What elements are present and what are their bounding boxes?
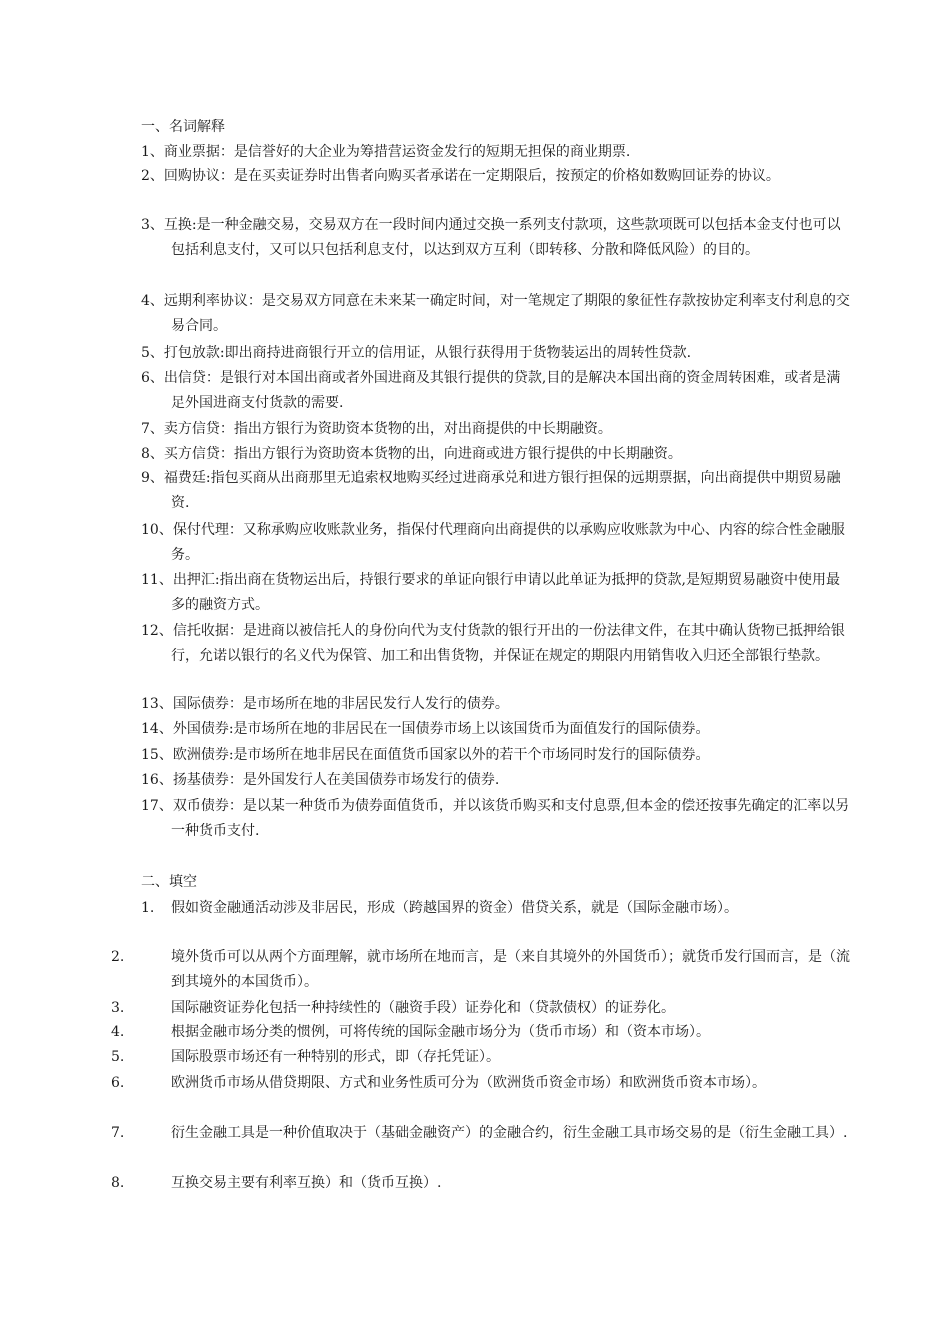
glossary-item-13	[141, 692, 851, 717]
glossary-item-8	[141, 442, 851, 467]
section-heading-fill-in: 二、填空	[141, 874, 197, 890]
item-number: 11、	[141, 572, 173, 588]
section-heading-glossary: 一、名词解释	[141, 119, 225, 135]
item-text: 回购协议：是在买卖证券时出售者向购买者承诺在一定期限后，按预定的价格如数购回证券的协议。	[163, 168, 780, 184]
item-number: 10、	[141, 522, 173, 538]
item-number: 3、	[141, 217, 164, 233]
item-text: 互换交易主要有利率互换）和（货币互换）.	[171, 1175, 442, 1191]
item-number: 7.	[111, 1125, 125, 1141]
item-number: 1、	[141, 144, 164, 160]
item-number: 12、	[141, 623, 173, 639]
item-number: 5.	[111, 1049, 125, 1065]
item-text: 欧洲货币市场从借贷期限、方式和业务性质可分为（欧洲货币资金市场）和欧洲货币资本市场）。	[171, 1075, 766, 1091]
item-text: 扬基债券：是外国发行人在美国债券市场发行的债券.	[172, 772, 500, 788]
item-number: 4.	[111, 1024, 125, 1040]
glossary-item-1	[141, 140, 851, 165]
item-text: 根据金融市场分类的惯例，可将传统的国际金融市场分为（货币市场）和（资本市场）。	[171, 1024, 710, 1040]
glossary-item-7	[141, 417, 851, 442]
glossary-item-15	[141, 743, 851, 768]
glossary-item-12	[141, 619, 851, 668]
item-text: 国际债券：是市场所在地的非居民发行人发行的债券。	[172, 696, 509, 712]
glossary-item-10	[141, 518, 851, 567]
glossary-item-5	[141, 341, 851, 366]
item-number: 9、	[141, 470, 164, 486]
item-number: 8、	[141, 446, 164, 462]
glossary-item-4	[141, 289, 851, 338]
item-text: 卖方信贷：指出方银行为资助资本货物的出，对出商提供的中长期融资。	[163, 421, 612, 437]
item-text: 外国债券:是市场所在地的非居民在一国债券市场上以该国货币为面值发行的国际债券。	[172, 721, 710, 737]
fill-item-6	[111, 1071, 851, 1096]
glossary-item-9	[141, 466, 851, 515]
item-text: 境外货币可以从两个方面理解，就市场所在地而言，是（来自其境外的外国货币）；就货币发行国而言，是（流到其境外的本国货币）。	[171, 949, 850, 990]
glossary-item-3	[141, 213, 851, 262]
fill-item-8	[111, 1171, 851, 1196]
glossary-item-6	[141, 366, 851, 415]
item-text: 福费廷:指包买商从出商那里无追索权地购买经过进商承兑和进方银行担保的远期票据，向出商提供中期贸易融资.	[163, 470, 841, 511]
item-number: 2、	[141, 168, 164, 184]
item-number: 3.	[111, 1000, 125, 1016]
fill-item-5	[111, 1045, 851, 1070]
item-text: 远期利率协议：是交易双方同意在未来某一确定时间，对一笔规定了期限的象征性存款按协定利率支付利息的交易合同。	[163, 293, 850, 334]
glossary-item-2	[141, 164, 851, 189]
item-number: 17、	[141, 798, 173, 814]
item-text: 国际融资证券化包括一种持续性的（融资手段）证券化和（贷款债权）的证券化。	[171, 1000, 675, 1016]
item-text: 欧洲债券:是市场所在地非居民在面值货币国家以外的若干个市场同时发行的国际债券。	[172, 747, 710, 763]
item-text: 信托收据：是进商以被信托人的身份向代为支付货款的银行开出的一份法律文件，在其中确认货物已抵押给银行，允诺以银行的名义代为保管、加工和出售货物，并保证在规定的期限内用销售收入归还全部银行垫款。	[171, 623, 845, 664]
fill-item-3	[111, 996, 851, 1021]
item-number: 2.	[111, 949, 125, 965]
item-number: 16、	[141, 772, 173, 788]
item-text: 双币债券：是以某一种货币为债券面值货币，并以该货币购买和支付息票,但本金的偿还按事先确定的汇率以另一种货币支付.	[171, 798, 850, 839]
item-text: 商业票据：是信誉好的大企业为筹措营运资金发行的短期无担保的商业期票.	[163, 144, 631, 160]
item-text: 保付代理：又称承购应收账款业务，指保付代理商向出商提供的以承购应收账款为中心、内容的综合性金融服务。	[171, 522, 845, 563]
item-text: 互换:是一种金融交易，交易双方在一段时间内通过交换一系列支付款项，这些款项既可以包括本金支付也可以包括利息支付，又可以只包括利息支付，以达到双方互利（即转移、分散和降低风险）的目的。	[163, 217, 841, 258]
item-number: 1.	[141, 900, 155, 916]
item-number: 6、	[141, 370, 164, 386]
item-text: 买方信贷：指出方银行为资助资本货物的出，向进商或进方银行提供的中长期融资。	[163, 446, 682, 462]
fill-item-2	[111, 945, 851, 994]
item-number: 15、	[141, 747, 173, 763]
item-text: 出信贷：是银行对本国出商或者外国进商及其银行提供的贷款,目的是解决本国出商的资金周转困难，或者是满足外国进商支付货款的需要.	[163, 370, 841, 411]
item-text: 国际股票市场还有一种特别的形式，即（存托凭证）。	[171, 1049, 500, 1065]
glossary-item-14	[141, 717, 851, 742]
item-text: 假如资金融通活动涉及非居民，形成（跨越国界的资金）借贷关系，就是（国际金融市场）。	[171, 900, 738, 916]
item-number: 7、	[141, 421, 164, 437]
glossary-item-11	[141, 568, 851, 617]
glossary-item-16	[141, 768, 851, 793]
item-number: 14、	[141, 721, 173, 737]
fill-item-1	[141, 896, 821, 921]
glossary-item-17	[141, 794, 851, 843]
item-number: 13、	[141, 696, 173, 712]
fill-item-4	[111, 1020, 851, 1045]
item-text: 打包放款:即出商持进商银行开立的信用证，从银行获得用于货物装运出的周转性贷款.	[163, 345, 692, 361]
item-number: 8.	[111, 1175, 125, 1191]
fill-item-7	[111, 1121, 851, 1146]
item-text: 出押汇:指出商在货物运出后，持银行要求的单证向银行申请以此单证为抵押的贷款,是短期贸易融资中使用最多的融资方式。	[171, 572, 840, 613]
item-number: 5、	[141, 345, 164, 361]
item-text: 衍生金融工具是一种价值取决于（基础金融资产）的金融合约，衍生金融工具市场交易的是（衍生金融工具）.	[171, 1125, 848, 1141]
item-number: 6.	[111, 1075, 125, 1091]
item-number: 4、	[141, 293, 164, 309]
